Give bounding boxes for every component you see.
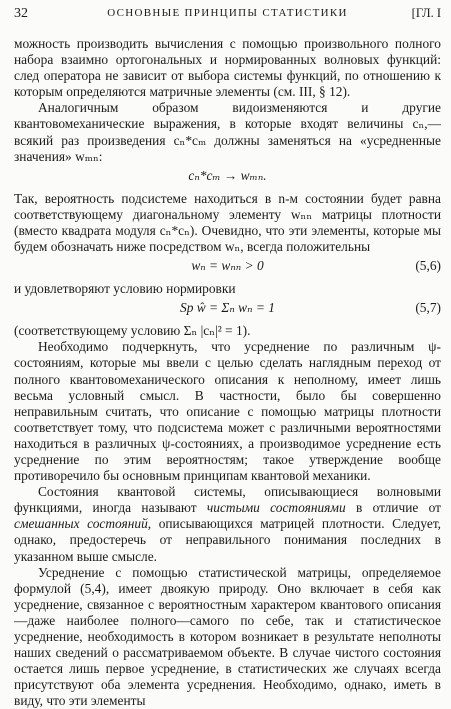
paragraph-4: и удовлетворяют условию нормировки (14, 281, 236, 297)
page-body (14, 36, 441, 709)
paragraph-5: (соответствующему условию Σₙ |cₙ|² = 1). (14, 323, 251, 339)
paragraph-2: Аналогичным образом видоизменяются и другие квантовомеханические выражения, в которые входят величины cₙ,— всякий раз произведения cₙ*cₘ должны заменяться на «усредненные значения» wₘₙ: (14, 100, 441, 164)
equation-5-7 (14, 300, 441, 320)
page-number: 32 (14, 6, 28, 21)
paragraph-3: Так, вероятность подсистеме находиться в n-м состоянии будет равна соответствующему диагональному элементу wₙₙ матрицы плотности (вместо квадрата модуля cₙ*cₙ). Очевидно, что эти элементы, которые мы будем обозначать ниже посредством wₙ, всегда положительны (14, 190, 441, 255)
equation-5-6 (14, 258, 441, 278)
equation-replacement (14, 168, 441, 188)
paragraph-8: Усреднение с помощью статистической матрицы, определяемое формулой (5,4), имеет двоякую природу. Оно включает в себя как усреднение, связанное с вероятностным характером квантового описания—даже наиболее полного—самого по себе, так и статистическое усреднение, необходимость в котором возникает в результате неполноты наших сведений о рассматриваемом объекте. В случае чистого состояния остается лишь первое усреднение, в статистических же случаях всегда присутствуют оба элемента усреднения. Необходимо, однако, иметь в виду, что эти элементы (14, 564, 441, 709)
equation-number: (5,6) (415, 258, 441, 274)
running-title: ОСНОВНЫЕ ПРИНЦИПЫ СТАТИСТИКИ (107, 7, 348, 19)
paragraph-6: Необходимо подчеркнуть, что усреднение по различным ψ-состояниям, которые мы ввели с целью сделать наглядным переход от полного квантовомеханического описания к неполному, имеет лишь весьма условный смысл. В частности, было бы совершенно неправильным считать, что описание с помощью матрицы плотности соответствует тому, что подсистема может с различными вероятностями находиться в различных ψ-состояниях, а производимое усреднение есть усреднение по этим вероятностям; такое утверждение вообще противоречило бы основным принципам квантовой механики. (14, 339, 441, 484)
term-pure-states: чистыми состояниями (206, 500, 346, 516)
term-mixed-states: смешанных состояний (14, 516, 148, 532)
paragraph-continuation: можность производить вычисления с помощью произвольного полного набора взаимно ортогональных и нормированных волновых функций: след оператора не зависит от выбора системы функций, по отношению к которым определяются матричные элементы (см. III, § 12). (14, 36, 441, 100)
paragraph-7: Состояния квантовой системы, описывающиеся волновыми функциями, иногда называют чистыми состояниями в отличие от смешанных состояний, описывающихся матрицей плотности. Следует, однако, предостеречь от неправильного понимания последних в указанном выше смысле. (14, 484, 442, 564)
equation-number: (5,7) (415, 300, 441, 316)
equation-text: cₙ*cₘ → wₘₙ. (188, 167, 267, 183)
page-header (14, 6, 441, 26)
equation-text: wₙ = wₙₙ > 0 (191, 258, 264, 274)
equation-text: Sp ŵ = Σₙ wₙ = 1 (180, 300, 275, 316)
chapter-marker: [ГЛ. I (411, 6, 441, 20)
